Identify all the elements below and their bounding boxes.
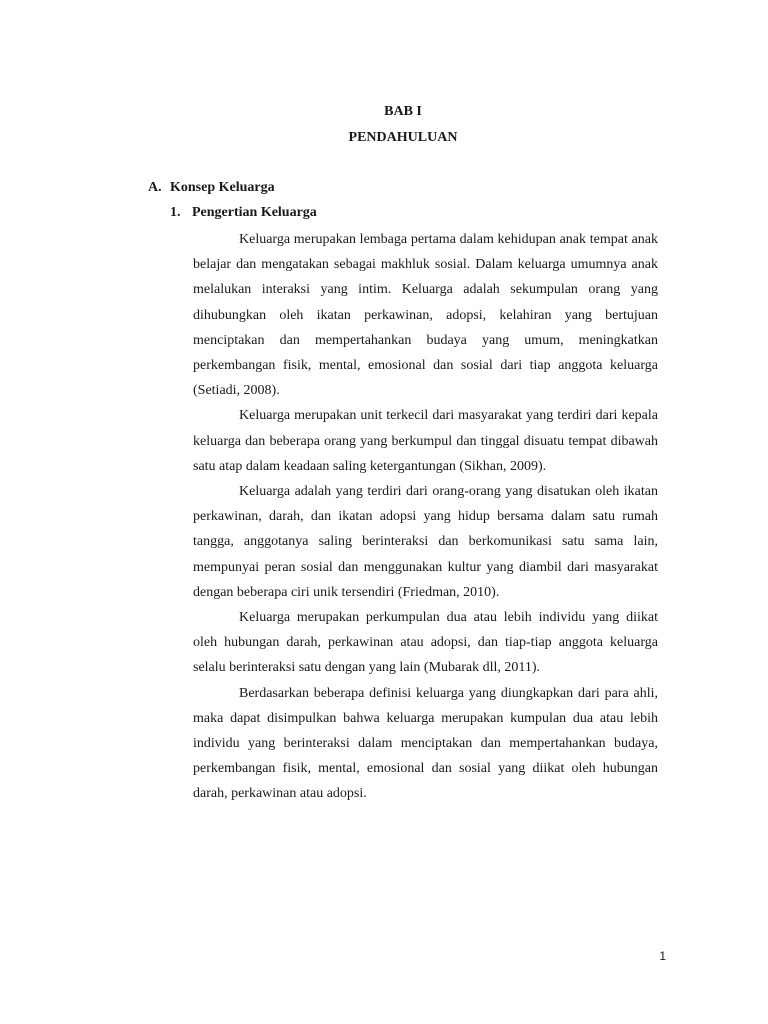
- body-text: [193, 227, 658, 807]
- section-heading: [148, 179, 275, 197]
- section-letter: A.: [148, 180, 162, 195]
- page-number: 1: [659, 949, 666, 963]
- paragraph-2: Keluarga merupakan unit terkecil dari masyarakat yang terdiri dari kepala keluarga dan beberapa orang yang berkumpul dan tinggal disuatu tempat dibawah satu atap dalam keadaan saling ketergantungan (Sikhan, 2009).: [193, 408, 658, 474]
- section-title: Konsep Keluarga: [170, 180, 275, 195]
- paragraph-4: Keluarga merupakan perkumpulan dua atau lebih individu yang diikat oleh hubungan darah, perkawinan atau adopsi, dan tiap-tiap anggota keluarga selalu berinteraksi satu dengan yang lain (Mubarak dll, 2011).: [193, 610, 658, 676]
- subsection-number: 1.: [170, 205, 181, 220]
- subsection-title: Pengertian Keluarga: [192, 205, 317, 220]
- chapter-number: BAB I: [384, 104, 422, 119]
- chapter-title: PENDAHULUAN: [348, 130, 458, 145]
- subsection-heading: [170, 204, 317, 222]
- paragraph-5: Berdasarkan beberapa definisi keluarga yang diungkapkan dari para ahli, maka dapat disimpulkan bahwa keluarga merupakan kumpulan dua atau lebih individu yang berinteraksi dalam menciptakan dan mempertahankan budaya, perkembangan fisik, mental, emosional dan sosial yang diikat oleh hubungan darah, perkawinan atau adopsi.: [193, 685, 658, 802]
- paragraph-1: Keluarga merupakan lembaga pertama dalam kehidupan anak tempat anak belajar dan mengatakan sebagai makhluk sosial. Dalam keluarga umumnya anak melalukan interaksi yang intim. Keluarga adalah sekumpulan orang yang dihubungkan oleh ikatan perkawinan, adopsi, kelahiran yang bertujuan menciptakan dan mempertahankan budaya yang umum, meningkatkan perkembangan fisik, mental, emosional dan sosial dari tiap anggota keluarga (Setiadi, 2008).: [193, 232, 658, 399]
- paragraph-3: Keluarga adalah yang terdiri dari orang-orang yang disatukan oleh ikatan perkawinan, darah, dan ikatan adopsi yang hidup bersama dalam satu rumah tangga, anggotanya saling berinteraksi dan berkomunikasi satu sama lain, mempunyai peran sosial dan menggunakan kultur yang diambil dari masyarakat dengan beberapa ciri unik tersendiri (Friedman, 2010).: [193, 484, 658, 600]
